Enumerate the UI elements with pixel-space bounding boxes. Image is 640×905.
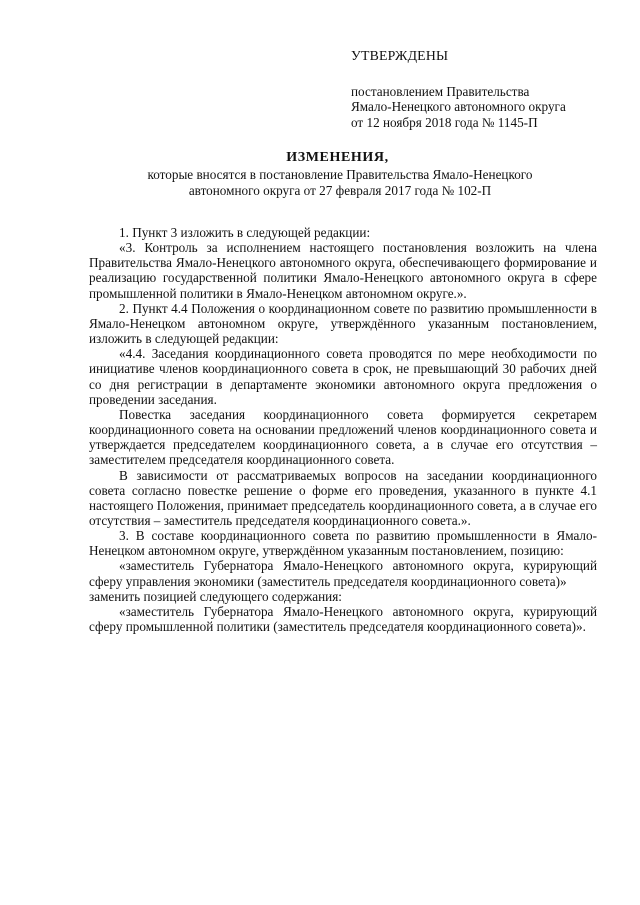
approval-heading: УТВЕРЖДЕНЫ — [351, 48, 449, 63]
subtitle-line: которые вносятся в постановление Правительства Ямало-Ненецкого — [147, 167, 533, 182]
paragraph-agenda: Повестка заседания координационного совета формируется секретарем координационного совета на основании предложений членов координационного совета и утверждается председателем координационного совета, а в случае его отсутствия – заместителем председателя координационного совета. — [89, 406, 597, 468]
paragraph-quote-item-3: «3. Контроль за исполнением настоящего постановления возложить на члена Правительства Ямало-Ненецкого автономного округа, обеспечивающего формирование и реализацию государственной политики Ямало-Ненецкого автономного округа в сфере промышленной политики в Ямало-Ненецком автономном округе.». — [89, 240, 597, 301]
document-subtitle — [100, 167, 580, 198]
approval-line: Ямало-Ненецкого автономного округа — [351, 99, 566, 114]
paragraph-item-2: 2. Пункт 4.4 Положения о координационном совете по развитию промышленности в Ямало-Ненецком автономном округе, утверждённого указанным постановлением, изложить в следующей редакции: — [89, 300, 597, 347]
document-title: ИЗМЕНЕНИЯ, — [286, 150, 389, 165]
subtitle-line: автономного округа от 27 февраля 2017 года № 102-П — [188, 182, 492, 198]
paragraph-item-1: 1. Пункт 3 изложить в следующей редакции: — [119, 225, 371, 240]
approval-line: постановлением Правительства — [351, 83, 530, 99]
paragraph-item-3: 3. В составе координационного совета по развитию промышленности в Ямало-Ненецком автономном округе, утверждённом указанным постановлением, позицию: — [89, 528, 597, 559]
document-body — [89, 225, 597, 634]
paragraph-depending: В зависимости от рассматриваемых вопросов на заседании координационного совета согласно повестке решение о форме его проведения, указанного в пункте 4.1 настоящего Положения, принимает председатель координационного совета, а в случае его отсутствия – заместитель председателя координационного совета.». — [89, 467, 597, 528]
paragraph-quote-4-4: «4.4. Заседания координационного совета проводятся по мере необходимости по инициативе членов координационного совета в срок, не превышающий 30 рабочих дней со дня регистрации в департаменте экономики автономного округа предложения о проведении заседания. — [89, 346, 597, 407]
paragraph-new-position: «заместитель Губернатора Ямало-Ненецкого автономного округа, курирующий сферу промышленной политики (заместитель председателя координационного совета)». — [89, 603, 597, 635]
paragraph-replace: заменить позицией следующего содержания: — [89, 588, 342, 604]
approval-block — [351, 48, 611, 130]
paragraph-old-position: «заместитель Губернатора Ямало-Ненецкого автономного округа, курирующий сферу управления экономики (заместитель председателя координационного совета)» — [89, 558, 597, 589]
approval-line: от 12 ноября 2018 года № 1145-П — [351, 114, 538, 130]
